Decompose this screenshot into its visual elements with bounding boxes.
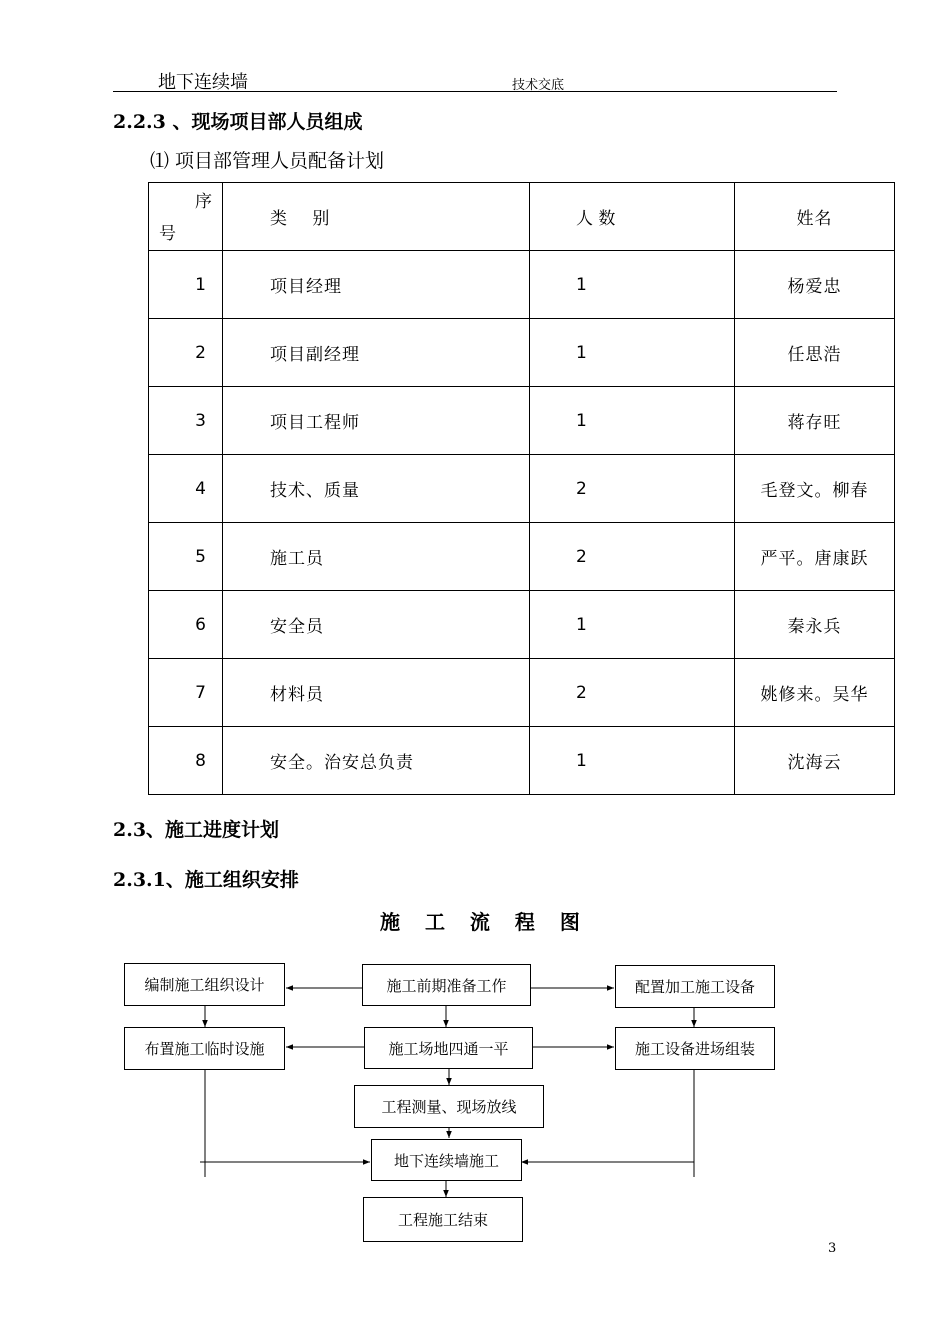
flow-node-equip-config: 配置加工施工设备: [615, 965, 775, 1008]
section-heading-2-2-3: 2.2.3 、现场项目部人员组成: [113, 111, 363, 133]
cell-seq: 3: [149, 387, 223, 455]
cell-name: 任思浩: [735, 319, 895, 387]
cell-count: 1: [530, 319, 735, 387]
cell-count: 2: [530, 455, 735, 523]
flow-node-equip-entry: 施工设备进场组装: [615, 1027, 775, 1070]
cell-seq: 1: [149, 251, 223, 319]
cell-seq: 4: [149, 455, 223, 523]
flow-node-survey: 工程测量、现场放线: [354, 1085, 544, 1128]
flowchart-title: 施 工 流 程 图: [380, 910, 589, 934]
flow-node-site: 施工场地四通一平: [364, 1027, 533, 1069]
cell-category: 施工员: [223, 523, 530, 591]
cell-seq: 5: [149, 523, 223, 591]
cell-category: 项目工程师: [223, 387, 530, 455]
cell-name: 杨爱忠: [735, 251, 895, 319]
cell-count: 1: [530, 591, 735, 659]
cell-count: 1: [530, 251, 735, 319]
cell-category: 安全员: [223, 591, 530, 659]
cell-category: 项目经理: [223, 251, 530, 319]
flow-node-design: 编制施工组织设计: [124, 963, 285, 1006]
header-category: 类 别: [223, 183, 530, 251]
cell-category: 安全。治安总负责: [223, 727, 530, 795]
header-seq-top: 序: [195, 192, 212, 212]
section-heading-2-3: 2.3、施工进度计划: [113, 819, 280, 841]
cell-name: 蒋存旺: [735, 387, 895, 455]
cell-name: 秦永兵: [735, 591, 895, 659]
cell-seq: 8: [149, 727, 223, 795]
cell-count: 1: [530, 727, 735, 795]
cell-seq: 6: [149, 591, 223, 659]
subsection-heading-staff-plan: ⑴ 项目部管理人员配备计划: [150, 150, 385, 172]
cell-category: 技术、质量: [223, 455, 530, 523]
flow-node-prep: 施工前期准备工作: [362, 964, 531, 1006]
cell-seq: 7: [149, 659, 223, 727]
flow-node-wall: 地下连续墙施工: [371, 1139, 522, 1181]
header-seq-bottom: 号: [159, 224, 176, 244]
cell-count: 2: [530, 659, 735, 727]
header-name: 姓名: [735, 183, 895, 251]
cell-name: 沈海云: [735, 727, 895, 795]
page-number: 3: [828, 1241, 837, 1256]
flow-node-temp-facilities: 布置施工临时设施: [124, 1027, 285, 1070]
section-heading-2-3-1: 2.3.1、施工组织安排: [113, 869, 299, 891]
cell-seq: 2: [149, 319, 223, 387]
cell-category: 项目副经理: [223, 319, 530, 387]
cell-name: 毛登文。柳春: [735, 455, 895, 523]
cell-count: 1: [530, 387, 735, 455]
cell-name: 姚修来。吴华: [735, 659, 895, 727]
header-doc-type: 技术交底: [512, 78, 565, 93]
flow-node-end: 工程施工结束: [363, 1197, 523, 1242]
header-count: 人 数: [530, 183, 735, 251]
cell-category: 材料员: [223, 659, 530, 727]
cell-name: 严平。唐康跃: [735, 523, 895, 591]
header-doc-title: 地下连续墙: [158, 72, 248, 93]
cell-count: 2: [530, 523, 735, 591]
